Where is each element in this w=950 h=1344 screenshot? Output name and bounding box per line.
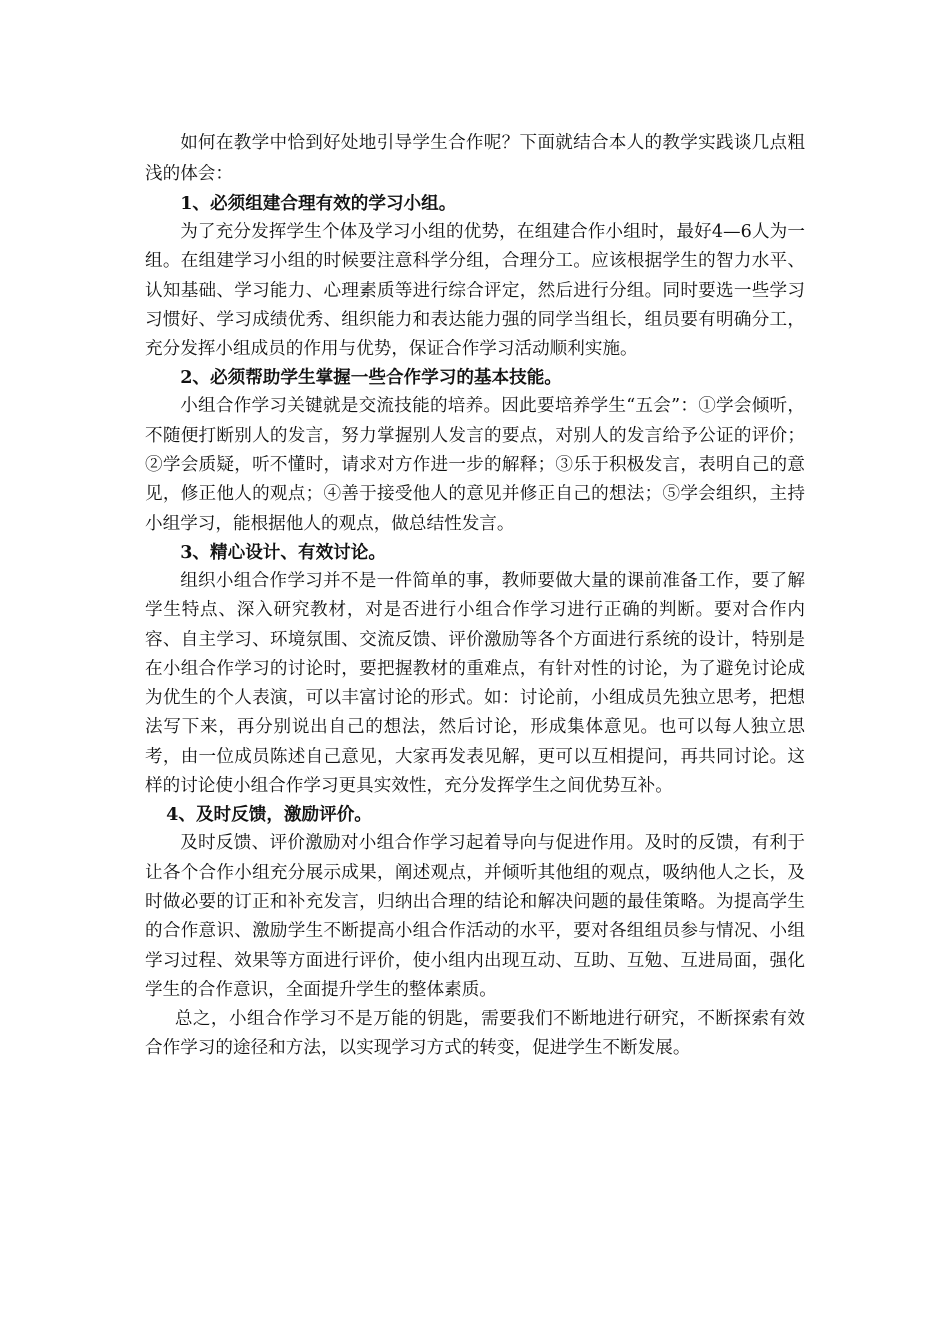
section-4-body: 及时反馈、评价激励对小组合作学习起着导向与促进作用。及时的反馈，有利于让各个合作小组充分展示成果，阐述观点，并倾听其他组的观点，吸纳他人之长，及时做必要的订正和补充发言，归纳出合理的结论和解决问题的最佳策略。为提高学生的合作意识、激励学生不断提高小组合作活动的水平，要对各组组员参与情况、小组学习过程、效果等方面进行评价，使小组内出现互动、互助、互勉、互进局面，强化学生的合作意识，全面提升学生的整体素质。 (145, 833, 805, 1000)
section-4-heading: 4、及时反馈，激励评价。 (166, 804, 372, 826)
section-3-heading: 3、精心设计、有效讨论。 (180, 541, 386, 563)
section-1-heading: 1、必须组建合理有效的学习小组。 (180, 193, 457, 214)
intro-paragraph: 如何在教学中恰到好处地引导学生合作呢？下面就结合本人的教学实践谈几点粗浅的体会： (145, 133, 805, 184)
section-3-body: 组织小组合作学习并不是一件简单的事，教师要做大量的课前准备工作，要了解学生特点、深入研究教材，对是否进行小组合作学习进行正确的判断。要对合作内容、自主学习、环境氛围、交流反馈、评价激励等各个方面进行系统的设计，特别是在小组合作学习的讨论时，要把握教材的重难点，有针对性的讨论，为了避免讨论成为优生的个人表演，可以丰富讨论的形式。如：讨论前，小组成员先独立思考，把想法写下来，再分别说出自己的想法，然后讨论，形成集体意见。也可以每人独立思考，由一位成员陈述自己意见，大家再发表见解，更可以互相提问，再共同讨论。这样的讨论使小组合作学习更具实效性，充分发挥学生之间优势互补。 (145, 570, 805, 797)
document-body (145, 128, 805, 1064)
section-1-body: 为了充分发挥学生个体及学习小组的优势，在组建合作小组时，最好4—6人为一组。在组建学习小组的时候要注意科学分组，合理分工。应该根据学生的智力水平、认知基础、学习能力、心理素质等进行综合评定，然后进行分组。同时要选一些学习习惯好、学习成绩优秀、组织能力和表达能力强的同学当组长，组员要有明确分工，充分发挥小组成员的作用与优势，保证合作学习活动顺利实施。 (145, 222, 805, 360)
section-2-body: 小组合作学习关键就是交流技能的培养。因此要培养学生“五会”：①学会倾听，不随便打断别人的发言，努力掌握别人发言的要点，对别人的发言给予公证的评价；②学会质疑，听不懂时，请求对方作进一步的解释；③乐于积极发言，表明自己的意见，修正他人的观点；④善于接受他人的意见并修正自己的想法；⑤学会组织，主持小组学习，能根据他人的观点，做总结性发言。 (145, 396, 805, 534)
conclusion-paragraph: 总之，小组合作学习不是万能的钥匙，需要我们不断地进行研究，不断探索有效合作学习的途径和方法，以实现学习方式的转变，促进学生不断发展。 (145, 1009, 805, 1059)
section-2-heading: 2、必须帮助学生掌握一些合作学习的基本技能。 (180, 367, 562, 389)
